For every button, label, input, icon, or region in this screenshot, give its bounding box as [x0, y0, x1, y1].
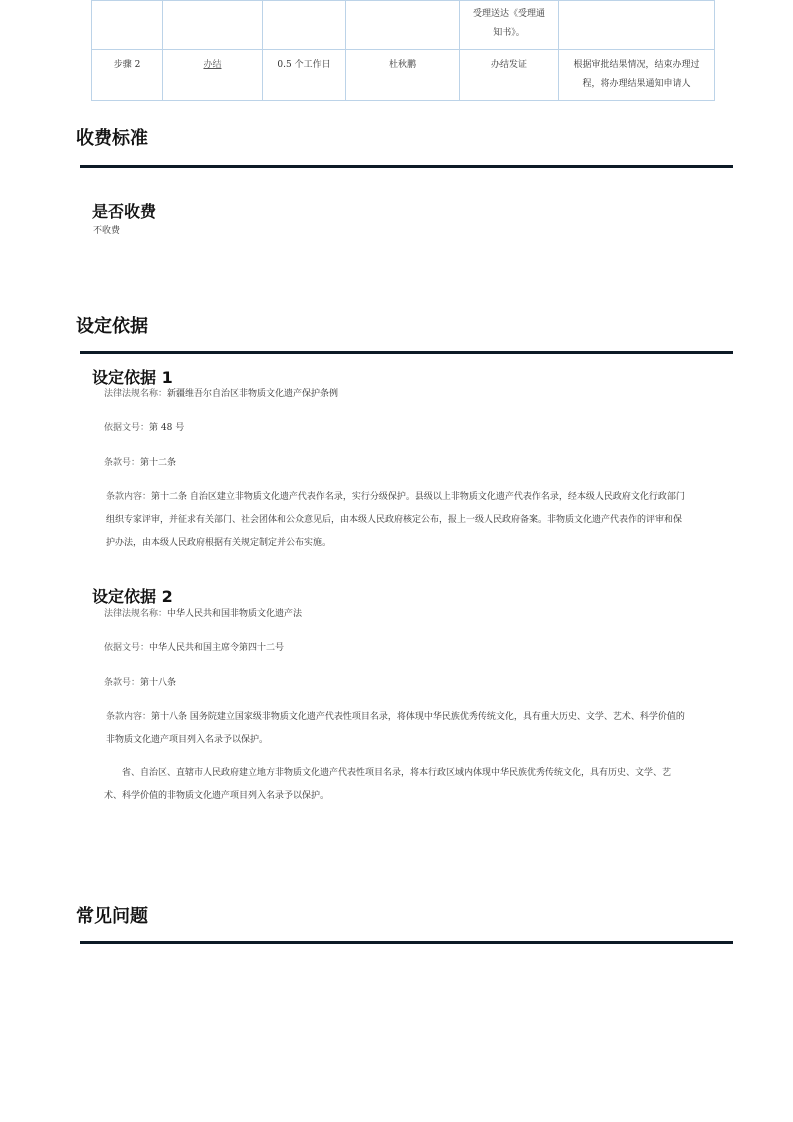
- faq-section-title: 常见问题: [76, 906, 148, 927]
- step-person-cell: 杜秋鹏: [346, 50, 460, 101]
- clause-number-label: 条款号：: [104, 458, 141, 468]
- clause-content-label: 条款内容：: [106, 712, 152, 722]
- step-name-link[interactable]: 办结: [203, 60, 222, 70]
- law-name-label: 法律法规名称：: [104, 609, 168, 619]
- clause-number-value: 第十八条: [140, 678, 177, 688]
- clause-number-line: [104, 452, 684, 475]
- law-name-value: 中华人民共和国非物质文化遗产法: [167, 609, 303, 619]
- doc-number-line: [104, 417, 684, 440]
- doc-number-label: 依据文号：: [104, 643, 150, 653]
- clause-content: [104, 706, 686, 752]
- section-divider: [80, 351, 733, 354]
- section-divider: [80, 165, 733, 168]
- fee-section-title: 收费标准: [76, 128, 148, 149]
- clause-content-value: 第十八条 国务院建立国家级非物质文化遗产代表性项目名录，将体现中华民族优秀传统文化，具有重大历史、文学、艺术、科学价值的非物质文化遗产项目列入名录予以保护。: [106, 712, 685, 745]
- law-name-value: 新疆维吾尔自治区非物质文化遗产保护条例: [167, 389, 339, 399]
- step-cell: 步骤 2: [92, 50, 163, 101]
- law-name-line: [104, 383, 684, 406]
- table-row: [92, 50, 715, 101]
- step-desc-cell: 根据审批结果情况，结束办理过程，将办理结果通知申请人: [559, 50, 715, 101]
- clause-number-line: [104, 672, 684, 695]
- clause-content: [104, 486, 686, 555]
- doc-number-line: [104, 637, 684, 660]
- step-time-cell: 0.5 个工作日: [263, 50, 346, 101]
- section-divider: [80, 941, 733, 944]
- basis-item-title: 设定依据 1: [92, 368, 173, 387]
- clause-content-value: 第十二条 自治区建立非物质文化遗产代表作名录，实行分级保护。县级以上非物质文化遗产代表作名录，经本级人民政府文化行政部门组织专家评审，并征求有关部门、社会团体和公众意见后，由本级人民政府核定公布，报上一级人民政府备案。非物质文化遗产代表作的评审和保护办法，由本级人民政府根据有关规定制定并公布实施。: [106, 492, 685, 548]
- process-table: [91, 0, 715, 101]
- clause-number-value: 第十二条: [140, 458, 177, 468]
- step-result-cell: 受理送达《受理通知书》。: [460, 1, 559, 50]
- law-name-line: [104, 603, 684, 626]
- fee-question: 是否收费: [92, 202, 157, 221]
- step-result-cell: 办结发证: [460, 50, 559, 101]
- law-name-label: 法律法规名称：: [104, 389, 168, 399]
- fee-answer: 不收费: [93, 226, 121, 236]
- clause-content-paragraph: 省、自治区、直辖市人民政府建立地方非物质文化遗产代表性项目名录，将本行政区域内体现中华民族优秀传统文化，具有历史、文学、艺术、科学价值的非物质文化遗产项目列入名录予以保护。: [104, 768, 672, 801]
- clause-number-label: 条款号：: [104, 678, 141, 688]
- basis-item-title: 设定依据 2: [92, 587, 173, 606]
- doc-number-value: 中华人民共和国主席令第四十二号: [149, 643, 285, 653]
- doc-number-label: 依据文号：: [104, 423, 150, 433]
- basis-section-title: 设定依据: [76, 316, 148, 337]
- table-row: [92, 1, 715, 50]
- doc-number-value: 第 48 号: [149, 423, 185, 433]
- clause-content-label: 条款内容：: [106, 492, 152, 502]
